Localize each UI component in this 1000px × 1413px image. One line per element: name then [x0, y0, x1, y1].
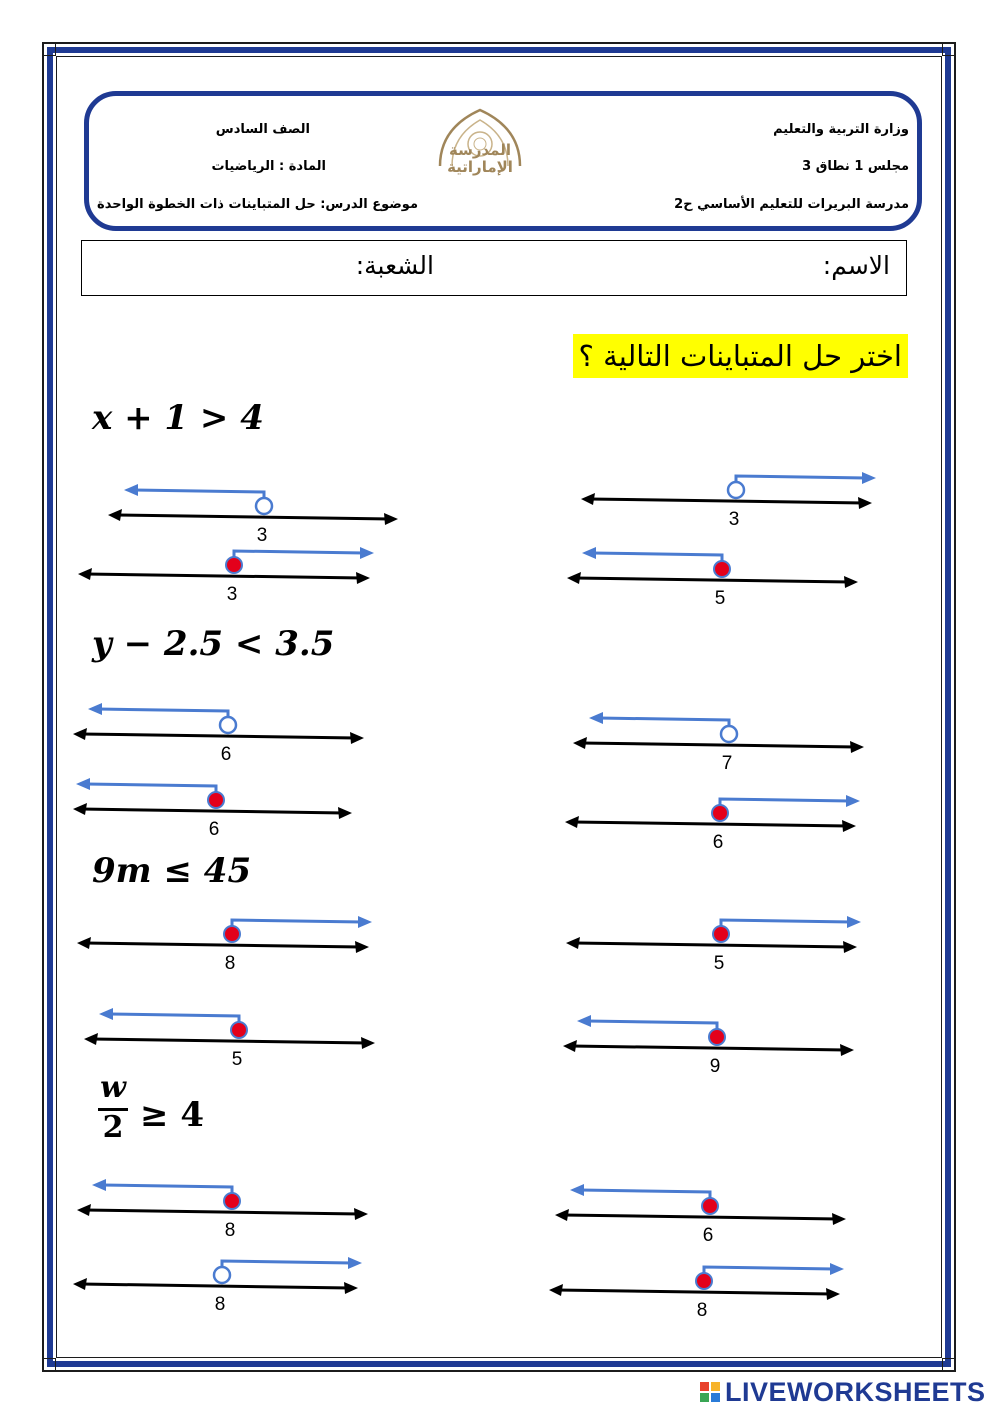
closed-circle: [226, 557, 242, 573]
answer-option-3-1[interactable]: [77, 916, 372, 974]
answer-option-3-2[interactable]: [566, 916, 861, 974]
closed-circle: [712, 805, 728, 821]
ray-arrowhead: [99, 1008, 113, 1020]
left-arrowhead: [563, 1040, 577, 1052]
right-arrowhead: [840, 1044, 854, 1056]
tick-label: 3: [256, 525, 268, 546]
ray-arrowhead: [92, 1179, 106, 1191]
left-arrowhead: [566, 937, 580, 949]
open-circle: [256, 498, 272, 514]
solution-ray: [720, 799, 850, 814]
number-line: [557, 1290, 832, 1294]
solution-ray: [580, 1190, 710, 1207]
number-line: [589, 499, 864, 503]
right-arrowhead: [842, 820, 856, 832]
tick-label: 3: [226, 584, 238, 605]
left-arrowhead: [77, 1204, 91, 1216]
closed-circle: [208, 792, 224, 808]
number-line: [81, 809, 344, 813]
tick-label: 6: [712, 832, 724, 853]
tick-label: 8: [224, 953, 236, 974]
right-arrowhead: [850, 741, 864, 753]
answer-option-3-3[interactable]: [84, 1008, 375, 1070]
ministry-text: وزارة التربية والتعليم: [773, 122, 909, 137]
liveworksheets-logo: [700, 1377, 986, 1408]
left-arrowhead: [549, 1284, 563, 1296]
right-arrowhead: [354, 1208, 368, 1220]
left-arrowhead: [565, 816, 579, 828]
tick-label: 8: [696, 1300, 708, 1321]
solution-ray: [102, 1185, 232, 1202]
left-arrowhead: [567, 572, 581, 584]
ray-arrowhead: [124, 484, 138, 496]
ray-arrowhead: [830, 1263, 844, 1275]
right-arrowhead: [350, 732, 364, 744]
left-arrowhead: [73, 1278, 87, 1290]
solution-ray: [704, 1267, 834, 1282]
council-text: مجلس 1 نطاق 3: [802, 159, 909, 174]
tick-label: 6: [220, 744, 232, 765]
closed-circle: [224, 1193, 240, 1209]
right-arrowhead: [344, 1282, 358, 1294]
ray-arrowhead: [348, 1257, 362, 1269]
answer-option-4-3[interactable]: [73, 1257, 362, 1315]
grade-text: الصف السادس: [215, 122, 310, 137]
liveworksheets-icon: [700, 1382, 722, 1404]
fraction-denominator: 2: [102, 1110, 124, 1145]
tick-label: 5: [231, 1049, 243, 1070]
answer-option-4-1[interactable]: [77, 1179, 368, 1241]
question-banner: اختر حل المتباينات التالية ؟: [573, 334, 908, 378]
right-arrowhead: [858, 497, 872, 509]
number-line: [575, 578, 850, 582]
number-line: [86, 574, 362, 578]
ray-arrowhead: [847, 916, 861, 928]
solution-ray: [109, 1014, 239, 1031]
number-line: [81, 1284, 350, 1288]
ray-arrowhead: [577, 1015, 591, 1027]
closed-circle: [709, 1029, 725, 1045]
tick-label: 7: [721, 753, 733, 774]
solution-ray: [98, 709, 228, 726]
right-arrowhead: [356, 572, 370, 584]
watermark-text: LIVEWORKSHEETS: [725, 1377, 986, 1407]
answer-option-2-3[interactable]: [73, 778, 352, 840]
answer-option-1-2[interactable]: [581, 472, 876, 530]
answer-option-2-4[interactable]: [565, 795, 860, 853]
solution-ray: [599, 718, 729, 735]
answer-option-1-4[interactable]: [567, 547, 858, 609]
number-line: [116, 515, 390, 519]
tick-label: 6: [208, 819, 220, 840]
name-label[interactable]: الاسم:: [822, 251, 890, 280]
section-label[interactable]: الشعبة:: [355, 251, 434, 280]
ray-arrowhead: [88, 703, 102, 715]
inequality-3: 9m ≤ 45: [92, 851, 252, 891]
left-arrowhead: [77, 937, 91, 949]
left-arrowhead: [573, 737, 587, 749]
inequality-1: x + 1 > 4: [92, 398, 264, 438]
left-arrowhead: [555, 1209, 569, 1221]
number-line: [573, 822, 848, 826]
logo-text-2: الإماراتية: [447, 158, 513, 176]
closed-circle: [713, 926, 729, 942]
tick-label: 5: [714, 588, 726, 609]
answer-option-2-1[interactable]: [73, 703, 364, 765]
solution-ray: [134, 490, 264, 507]
ray-arrowhead: [582, 547, 596, 559]
ray-arrowhead: [358, 916, 372, 928]
open-circle: [728, 482, 744, 498]
tick-label: 3: [728, 509, 740, 530]
ray-arrowhead: [589, 712, 603, 724]
solution-ray: [592, 553, 722, 570]
left-arrowhead: [73, 728, 87, 740]
number-line: [581, 743, 856, 747]
right-arrowhead: [384, 513, 398, 525]
right-arrowhead: [844, 576, 858, 588]
open-circle: [721, 726, 737, 742]
ray-arrowhead: [846, 795, 860, 807]
solution-ray: [234, 551, 364, 566]
right-arrowhead: [361, 1037, 375, 1049]
left-arrowhead: [78, 568, 92, 580]
left-arrowhead: [84, 1033, 98, 1045]
ray-arrowhead: [862, 472, 876, 484]
tick-label: 5: [713, 953, 725, 974]
answer-option-1-1[interactable]: [108, 484, 398, 546]
left-arrowhead: [581, 493, 595, 505]
right-arrowhead: [832, 1213, 846, 1225]
answer-option-3-4[interactable]: [563, 1015, 854, 1077]
number-line: [563, 1215, 838, 1219]
right-arrowhead: [843, 941, 857, 953]
inequality-4-rest: ≥ 4: [140, 1095, 204, 1135]
closed-circle: [714, 561, 730, 577]
logo-text-1: المدرسة: [449, 141, 511, 159]
subject-text: المادة : الرياضيات: [211, 159, 326, 174]
closed-circle: [231, 1022, 247, 1038]
inequality-2: y − 2.5 < 3.5: [92, 624, 335, 664]
answer-option-2-2[interactable]: [573, 712, 864, 774]
solution-ray: [222, 1261, 352, 1276]
left-arrowhead: [108, 509, 122, 521]
number-line: [571, 1046, 846, 1050]
right-arrowhead: [826, 1288, 840, 1300]
number-line: [81, 734, 356, 738]
tick-label: 6: [702, 1225, 714, 1246]
right-arrowhead: [338, 807, 352, 819]
right-arrowhead: [355, 941, 369, 953]
solution-ray: [736, 476, 866, 491]
fraction-numerator: w: [100, 1070, 126, 1105]
answer-option-4-2[interactable]: [555, 1184, 846, 1246]
left-arrowhead: [73, 803, 87, 815]
number-line: [85, 1210, 360, 1214]
lesson-title: موضوع الدرس: حل المتباينات ذات الخطوة الواحدة: [97, 197, 418, 212]
ray-arrowhead: [360, 547, 374, 559]
number-line: [574, 943, 849, 947]
school-text: مدرسة البريرات للتعليم الأساسي ح2: [674, 197, 909, 212]
closed-circle: [702, 1198, 718, 1214]
solution-ray: [232, 920, 362, 935]
ray-arrowhead: [76, 778, 90, 790]
answer-option-1-3[interactable]: [78, 547, 374, 605]
open-circle: [214, 1267, 230, 1283]
tick-label: 8: [224, 1220, 236, 1241]
number-line: [92, 1039, 367, 1043]
open-circle: [220, 717, 236, 733]
number-line: [85, 943, 361, 947]
tick-label: 9: [709, 1056, 721, 1077]
tick-label: 8: [214, 1294, 226, 1315]
closed-circle: [224, 926, 240, 942]
solution-ray: [587, 1021, 717, 1038]
closed-circle: [696, 1273, 712, 1289]
answer-option-4-4[interactable]: [549, 1263, 844, 1321]
solution-ray: [721, 920, 851, 935]
ray-arrowhead: [570, 1184, 584, 1196]
solution-ray: [86, 784, 216, 801]
